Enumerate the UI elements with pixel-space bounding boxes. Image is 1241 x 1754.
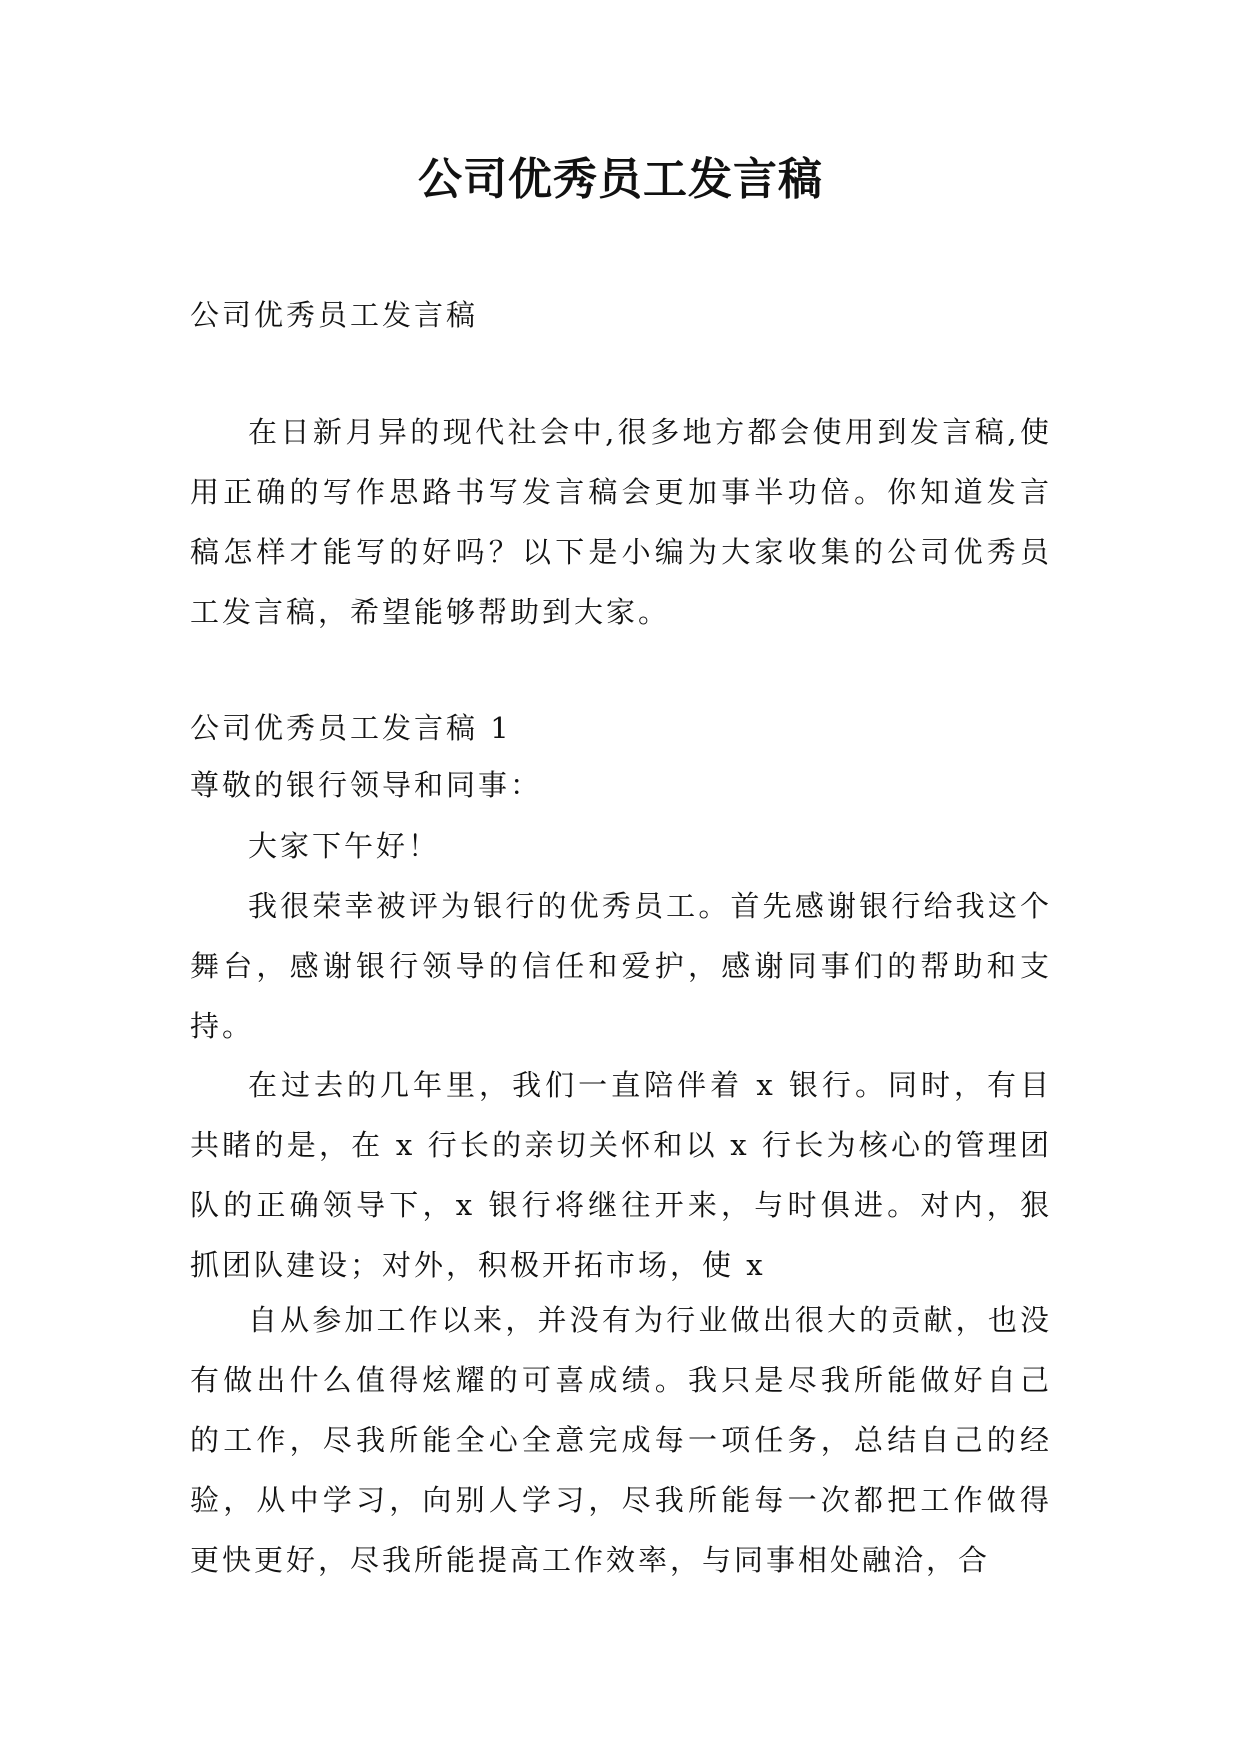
salutation: 尊敬的银行领导和同事： xyxy=(190,768,543,802)
section-heading: 公司优秀员工发言稿 1 xyxy=(190,711,512,745)
greeting: 大家下午好！ xyxy=(248,829,441,863)
document-subtitle: 公司优秀员工发言稿 xyxy=(190,298,479,332)
document-title: 公司优秀员工发言稿 xyxy=(418,154,823,205)
intro-paragraph: 在日新月异的现代社会中,很多地方都会使用到发言稿,使用正确的写作思路书写发言稿会更加事半功倍。你知道发言稿怎样才能写的好吗？以下是小编为大家收集的公司优秀员工发言稿，希望能够帮助到大家。 xyxy=(190,415,1052,629)
body-paragraph-2: 在过去的几年里，我们一直陪伴着 x 银行。同时，有目共睹的是，在 x 行长的亲切关怀和以 x 行长为核心的管理团队的正确领导下，x 银行将继往开来，与时俱进。对内，狠抓团队建设；对外，积极开拓市场，使 x xyxy=(190,1068,1052,1282)
body-paragraph-1: 我很荣幸被评为银行的优秀员工。首先感谢银行给我这个舞台，感谢银行领导的信任和爱护，感谢同事们的帮助和支持。 xyxy=(190,889,1052,1043)
body-paragraph-3: 自从参加工作以来，并没有为行业做出很大的贡献，也没有做出什么值得炫耀的可喜成绩。我只是尽我所能做好自己的工作，尽我所能全心全意完成每一项任务，总结自己的经验，从中学习，向别人学习，尽我所能每一次都把工作做得更快更好，尽我所能提高工作效率，与同事相处融洽，合 xyxy=(190,1303,1052,1577)
